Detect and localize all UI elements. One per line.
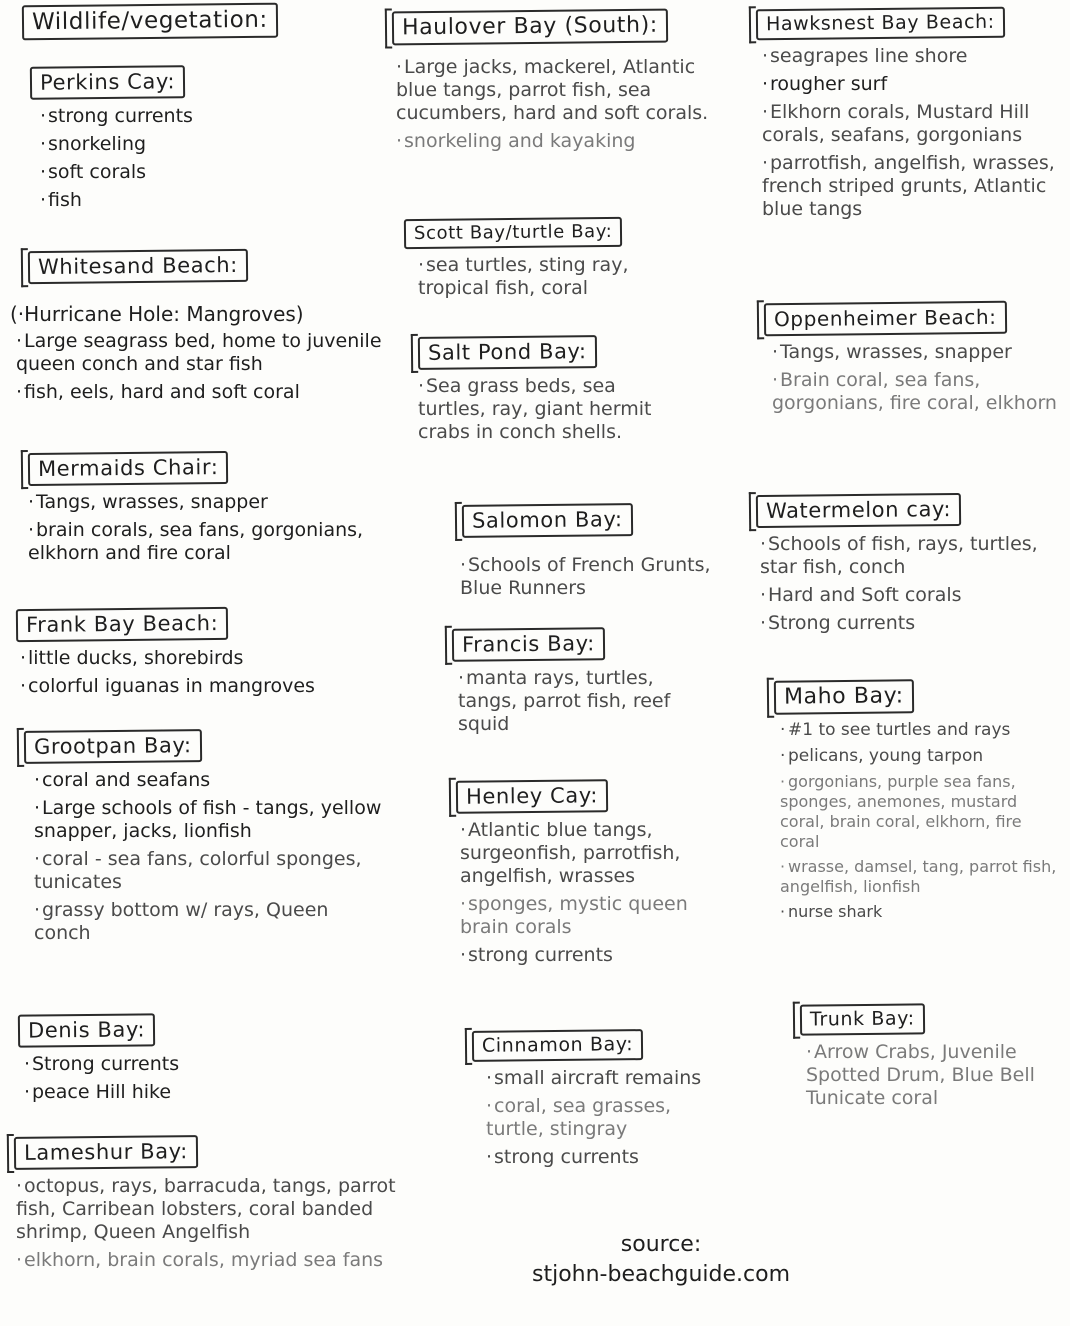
- trunk-bay-title: Trunk Bay:: [800, 1003, 925, 1035]
- salt-pond-bay-title: Salt Pond Bay:: [418, 335, 597, 370]
- list-item: · parrotfish, angelfish, wrasses, french striped grunts, Atlantic blue tangs: [762, 152, 1055, 220]
- list-item: · peace Hill hike: [24, 1081, 172, 1103]
- list-item: · Tangs, wrasses, snapper: [28, 491, 268, 513]
- list-item: · small aircraft remains: [486, 1067, 702, 1089]
- lameshur-bay-title: Lameshur Bay:: [14, 1135, 198, 1170]
- section-watermelon-cay: [756, 494, 1056, 640]
- section-hawksnest-bay-beach: [756, 8, 1062, 226]
- oppenheimer-beach-title: Oppenheimer Beach:: [764, 301, 1007, 337]
- section-perkins-cay: [30, 66, 390, 217]
- section-mermaids-chair: [28, 452, 428, 570]
- list-item: · Large schools of fish - tangs, yellow snapper, jacks, lionfish: [34, 797, 382, 842]
- perkins-cay-title: Perkins Cay:: [30, 65, 185, 100]
- whitesand-beach-title: Whitesand Beach:: [28, 249, 248, 284]
- list-item: · coral and seafans: [34, 769, 211, 791]
- list-item: · strong currents: [40, 105, 193, 127]
- list-item: · snorkeling and kayaking: [396, 130, 636, 152]
- section-denis-bay: [18, 1014, 378, 1109]
- section-frank-bay-beach: [16, 608, 416, 703]
- list-item: · gorgonians, purple sea fans, sponges, anemones, mustard coral, brain coral, elkhorn, fire coral: [780, 772, 1022, 851]
- list-item: · colorful iguanas in mangroves: [20, 675, 315, 697]
- cinnamon-bay-title: Cinnamon Bay:: [472, 1029, 644, 1062]
- scott-bay-title: Scott Bay/turtle Bay:: [404, 217, 623, 249]
- list-item: · fish, eels, hard and soft coral: [16, 381, 300, 403]
- list-item: · strong currents: [486, 1146, 639, 1168]
- list-item: · Brain coral, sea fans, gorgonians, fire coral, elkhorn: [772, 369, 1057, 414]
- list-item: · Schools of fish, rays, turtles, star fish, conch: [760, 533, 1038, 578]
- section-haulover-bay: [392, 10, 712, 158]
- hawksnest-bay-beach-title: Hawksnest Bay Beach:: [756, 7, 1005, 41]
- list-item: · Tangs, wrasses, snapper: [772, 341, 1012, 363]
- section-salomon-body: [460, 548, 720, 605]
- section-lameshur-bay: [14, 1136, 404, 1277]
- list-item: · elkhorn, brain corals, myriad sea fans: [16, 1249, 384, 1271]
- section-cinnamon-bay: [472, 1030, 732, 1174]
- henley-cay-title: Henley Cay:: [456, 779, 608, 814]
- section-salomon-bay: [462, 504, 722, 537]
- list-item: · brain corals, sea fans, gorgonians, elkhorn and fire coral: [28, 519, 364, 564]
- section-francis-bay: [452, 628, 712, 741]
- list-item: · Arrow Crabs, Juvenile Spotted Drum, Blue Bell Tunicate coral: [806, 1041, 1035, 1109]
- list-item: · sea turtles, sting ray, tropical fish, coral: [418, 254, 629, 299]
- section-trunk-bay: [800, 1004, 1064, 1115]
- list-item: · pelicans, young tarpon: [780, 746, 984, 766]
- list-item: · rougher surf: [762, 73, 888, 95]
- list-item: · sponges, mystic queen brain corals: [460, 893, 688, 938]
- watermelon-cay-title: Watermelon cay:: [756, 493, 961, 528]
- list-item: · #1 to see turtles and rays: [780, 720, 1011, 740]
- list-item: · Large jacks, mackerel, Atlantic blue tangs, parrot fish, sea cucumbers, hard and soft corals.: [396, 56, 709, 124]
- mermaids-chair-title: Mermaids Chair:: [28, 451, 229, 486]
- source-credit: [532, 1230, 790, 1290]
- section-oppenheimer-beach: [764, 302, 1060, 420]
- list-item: · manta rays, turtles, tangs, parrot fish, reef squid: [458, 667, 671, 735]
- list-item: · Strong currents: [24, 1053, 180, 1075]
- list-item: · grassy bottom w/ rays, Queen conch: [34, 899, 329, 944]
- source-url: stjohn-beachguide.com: [532, 1262, 791, 1287]
- list-item: · nurse shark: [780, 902, 883, 921]
- section-scott-bay: [404, 218, 704, 305]
- list-item: · octopus, rays, barracuda, tangs, parrot fish, Carribean lobsters, coral banded shrimp, Queen Angelfish: [16, 1175, 396, 1243]
- section-grootpan-bay: [24, 730, 384, 950]
- list-item: · wrasse, damsel, tang, parrot fish, angelfish, lionfish: [780, 857, 1057, 896]
- salomon-bay-title: Salomon Bay:: [462, 503, 633, 538]
- section-salt-pond-bay: [418, 336, 688, 449]
- list-item: · fish: [40, 189, 82, 211]
- list-item: · strong currents: [460, 944, 613, 966]
- list-item: · snorkeling: [40, 133, 147, 155]
- list-item: · Hard and Soft corals: [760, 584, 962, 606]
- list-item: · Large seagrass bed, home to juvenile queen conch and star fish: [16, 330, 382, 375]
- list-item: · little ducks, shorebirds: [20, 647, 244, 669]
- section-henley-cay: [456, 780, 726, 972]
- list-item: · Sea grass beds, sea turtles, ray, giant hermit crabs in conch shells.: [418, 375, 652, 443]
- denis-bay-title: Denis Bay:: [18, 1013, 155, 1047]
- list-item: · coral - sea fans, colorful sponges, tunicates: [34, 848, 362, 893]
- list-item: · Atlantic blue tangs, surgeonfish, parrotfish, angelfish, wrasses: [460, 819, 681, 887]
- section-maho-bay: [774, 680, 1062, 927]
- list-item: · seagrapes line shore: [762, 45, 968, 67]
- list-item: · coral, sea grasses, turtle, stingray: [486, 1095, 672, 1140]
- list-item: · soft corals: [40, 161, 147, 183]
- list-item: · Elkhorn corals, Mustard Hill corals, seafans, gorgonians: [762, 101, 1030, 146]
- maho-bay-title: Maho Bay:: [774, 679, 914, 714]
- section-header: [22, 4, 278, 39]
- section-whitesand-beach: [28, 250, 408, 283]
- list-item: · Schools of French Grunts, Blue Runners: [460, 554, 711, 599]
- grootpan-bay-title: Grootpan Bay:: [24, 729, 202, 764]
- haulover-bay-title: Haulover Bay (South):: [392, 9, 668, 46]
- francis-bay-title: Francis Bay:: [452, 627, 605, 662]
- section-whitesand-body: [10, 302, 390, 409]
- source-label: source:: [620, 1232, 702, 1257]
- list-item: · Strong currents: [760, 612, 916, 634]
- wildlife-vegetation-title: Wildlife/vegetation:: [22, 3, 278, 41]
- hurricane-hole-note: (·Hurricane Hole: Mangroves): [10, 302, 304, 326]
- frank-bay-beach-title: Frank Bay Beach:: [16, 607, 229, 642]
